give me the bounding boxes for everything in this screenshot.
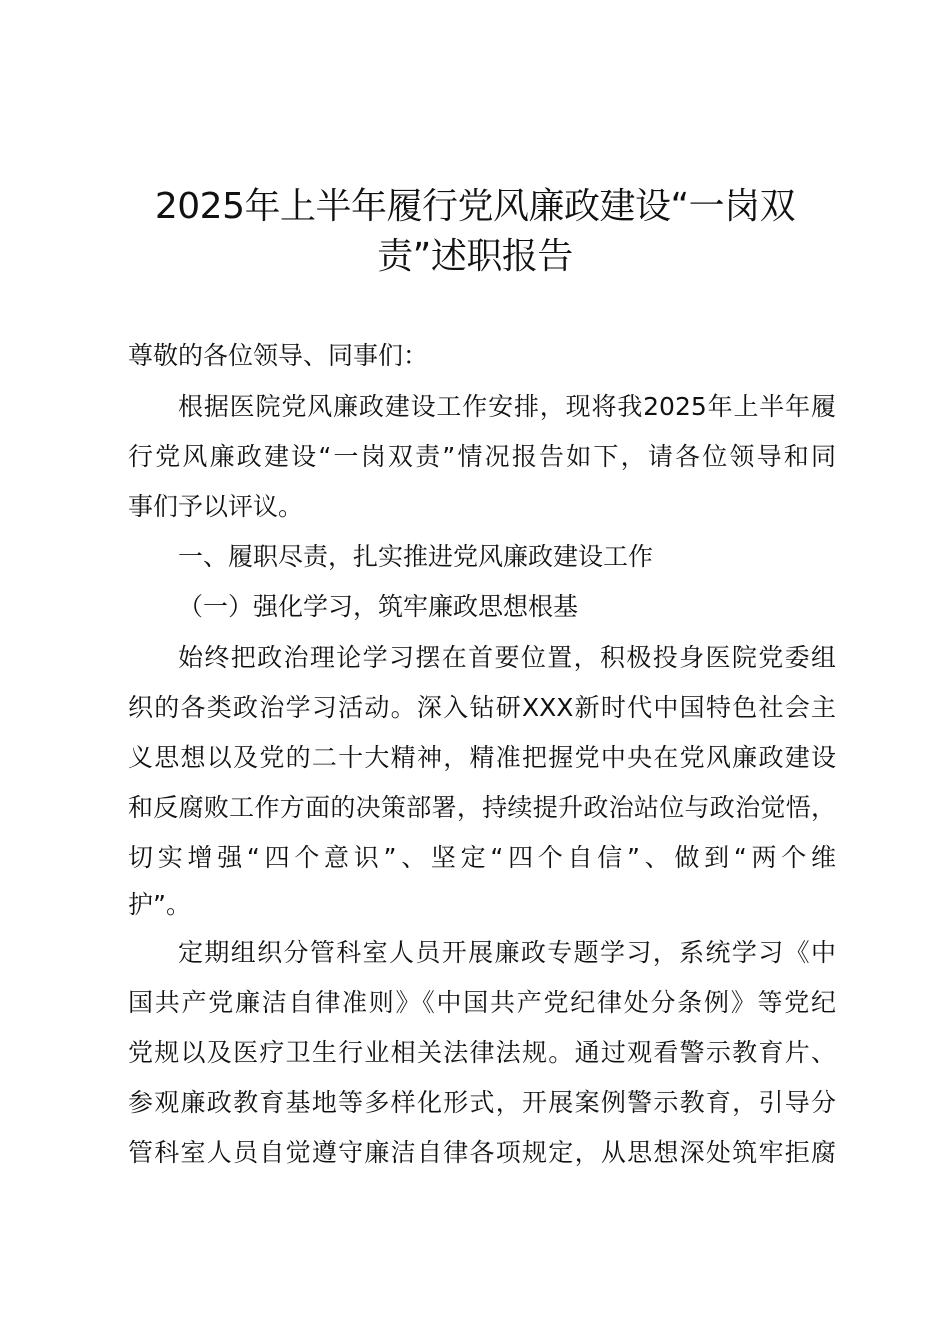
paragraph-line: 切实增强“四个意识”、坚定“四个自信”、做到“两个维 xyxy=(128,843,836,872)
section-heading: 一、履职尽责，扎实推进党风廉政建设工作 xyxy=(178,542,654,571)
salutation: 尊敬的各位领导、同事们： xyxy=(128,341,429,370)
intro-line: 事们予以评议。 xyxy=(128,492,304,521)
paragraph-line: 参观廉政教育基地等多样化形式，开展案例警示教育，引导分 xyxy=(128,1088,836,1117)
paragraph-line: 党规以及医疗卫生行业相关法律法规。通过观看警示教育片、 xyxy=(128,1038,836,1067)
paragraph-line: 始终把政治理论学习摆在首要位置，积极投身医院党委组 xyxy=(178,643,836,672)
document-title-line-2: 责”述职报告 xyxy=(377,236,573,277)
intro-line: 行党风廉政建设“一岗双责”情况报告如下，请各位领导和同 xyxy=(128,442,836,471)
paragraph-line: 护”。 xyxy=(128,890,191,919)
paragraph-line: 定期组织分管科室人员开展廉政专题学习，系统学习《中 xyxy=(178,938,836,967)
intro-line: 根据医院党风廉政建设工作安排，现将我2025年上半年履 xyxy=(178,392,836,421)
paragraph-line: 管科室人员自觉遵守廉洁自律各项规定，从思想深处筑牢拒腐 xyxy=(128,1138,836,1167)
paragraph-line: 织的各类政治学习活动。深入钻研XXX新时代中国特色社会主 xyxy=(128,693,836,722)
paragraph-line: 义思想以及党的二十大精神，精准把握党中央在党风廉政建设 xyxy=(128,743,836,772)
document-title-line-1: 2025年上半年履行党风廉政建设“一岗双 xyxy=(154,186,796,227)
subsection-heading: （一）强化学习，筑牢廉政思想根基 xyxy=(178,592,579,621)
paragraph-line: 和反腐败工作方面的决策部署，持续提升政治站位与政治觉悟， xyxy=(128,793,836,822)
paragraph-line: 国共产党廉洁自律准则》《中国共产党纪律处分条例》等党纪 xyxy=(128,988,836,1017)
